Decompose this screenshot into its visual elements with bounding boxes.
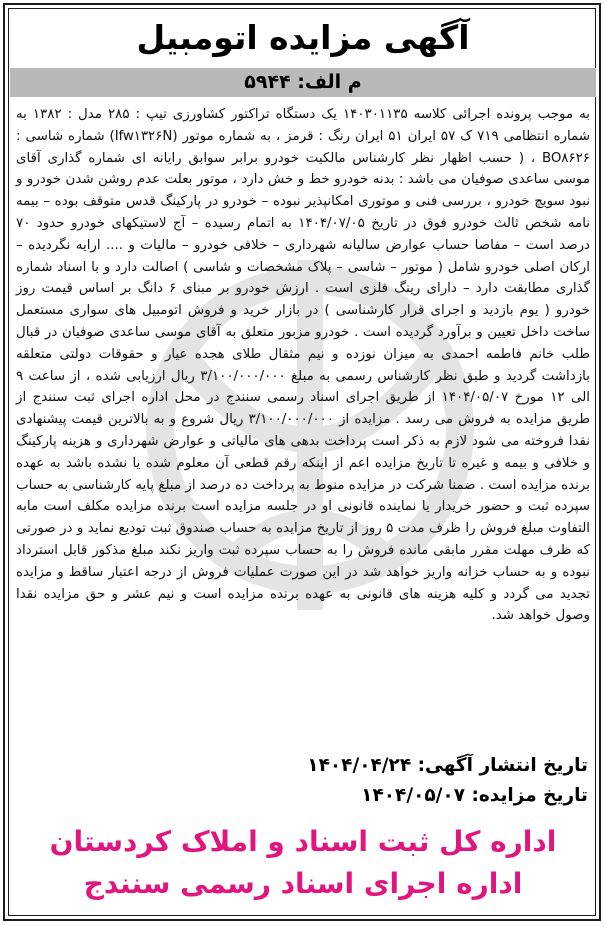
footer-organization-line-2: اداره اجرای اسناد رسمی سنندج [83,867,523,900]
notice-code-bar: م الف: ۵۹۴۴ [10,68,596,97]
notice-title: آگهی مزایده اتومبیل [136,18,470,57]
notice-body: به موجب پرونده اجرائی کلاسه ۱۴۰۳۰۱۱۳۵ یک دستگاه تراکتور کشاورزی تیپ : ۲۸۵ مدل : ۱۳۸۲ به شماره انتظامی ۷۱۹ ک ۵۷ ایران ۵۱ ایران رنگ : قرمز ، به شماره موتور (Ifw۱۳۲۶N) شماره شاسی : BO۸۶۲۶ ، ( حسب اظهار نظر کارشناس مالکیت خودرو برابر سوابق رایانه ای شماره گذاری آقای موسی ساعدی صوفیان می باشد : بدنه خودرو خط و خش دارد ، موتور بعلت عدم روشن شدن خودرو و نبود سویچ خودرو ، بررسی فنی و موتوری امکانپذیر نبوده – خودرو در پارکینگ قدس متوقف بوده – بیمه نامه شخص ثالث خودرو فوق در تاریخ ۱۴۰۴/۰۷/۰۵ به اتمام رسیده – آج لاستیکهای خودرو حدود ۷۰ درصد است – مفاصا حساب عوارض سالیانه شهرداری – خلافی خودرو – مالیات و .... ارایه نگردیده – ارکان اصلی خودرو شامل ( موتور – شاسی – پلاک مشخصات و شاسی ) اصالت دارد و با اسناد شماره گذاری مطابقت دارد – دارای رینگ فلزی است . ارزش خودرو بر مبنای ۶ دانگ بر اساس قیمت روز خودرو ( یوم بازدید و اجرای قرار کارشناسی ) در بازار خرید و فروش اتومبیل های سواری مستعمل ساخت داخل تعیین و برآورد گردیده است . خودرو مزبور متعلق به آقای موسی ساعدی صوفیان در قبال طلب خانم فاطمه احمدی به میزان نوزده و نیم مثقال طلای هجده عیار و حقوقات دولتی متعلقه بازداشت گردید و طبق نظر کارشناس رسمی به مبلغ ۳/۱۰۰/۰۰۰/۰۰۰ ریال ارزیابی شده ، از ساعت ۹ الی ۱۲ مورخ ۱۴۰۴/۰۵/۰۷ از طریق اجرای اسناد رسمی سنندج در محل اداره اجرای ثبت سنندج از طریق مزایده به فروش می رسد . مزایده از ۳/۱۰۰/۰۰۰/۰۰۰ ریال شروع و به بالاترین قیمت پیشنهادی نقدا فروخته می شود لازم به ذکر است پرداخت بدهی های مالیاتی و عوارض شهرداری و هزینه پارکینگ و خلافی و بیمه و غیره تا تاریخ مزایده اعم از اینکه رقم قطعی آن معلوم شده یا نشده باشد به عهده برنده مزایده است . ضمنا شرکت در مزایده منوط به پرداخت ده درصد از مبلغ پایه کارشناسی به حساب سپرده ثبت و حضور خریدار یا نماینده قانونی او در جلسه مزایده است برنده مزایده مکلف است مابه التفاوت مبلغ فروش را ظرف مدت ۵ روز از تاریخ مزایده به حساب صندوق ثبت تودیع نماید و در صورتی که ظرف مهلت مقرر مابقی مانده فروش را به حساب سپرده ثبت واریز نکند مبلغ مذکور قابل استرداد نبوده و به حساب خزانه واریز خواهد شد در این صورت عملیات فروش از درجه اعتبار ساقط و مزایده تجدید می گردد و کلیه هزینه های قانونی به عهده برنده مزایده است و نیم عشر و حق مزایده نقدا وصول خواهد شد. [16,107,591,624]
footer-organization-line-1: اداره کل ثبت اسناد و املاک کردستان [49,825,557,858]
auction-date: تاریخ مزایده: ۱۴۰۴/۰۵/۰۷ [361,785,588,806]
publish-date: تاریخ انتشار آگهی: ۱۴۰۴/۰۴/۲۴ [307,755,588,776]
